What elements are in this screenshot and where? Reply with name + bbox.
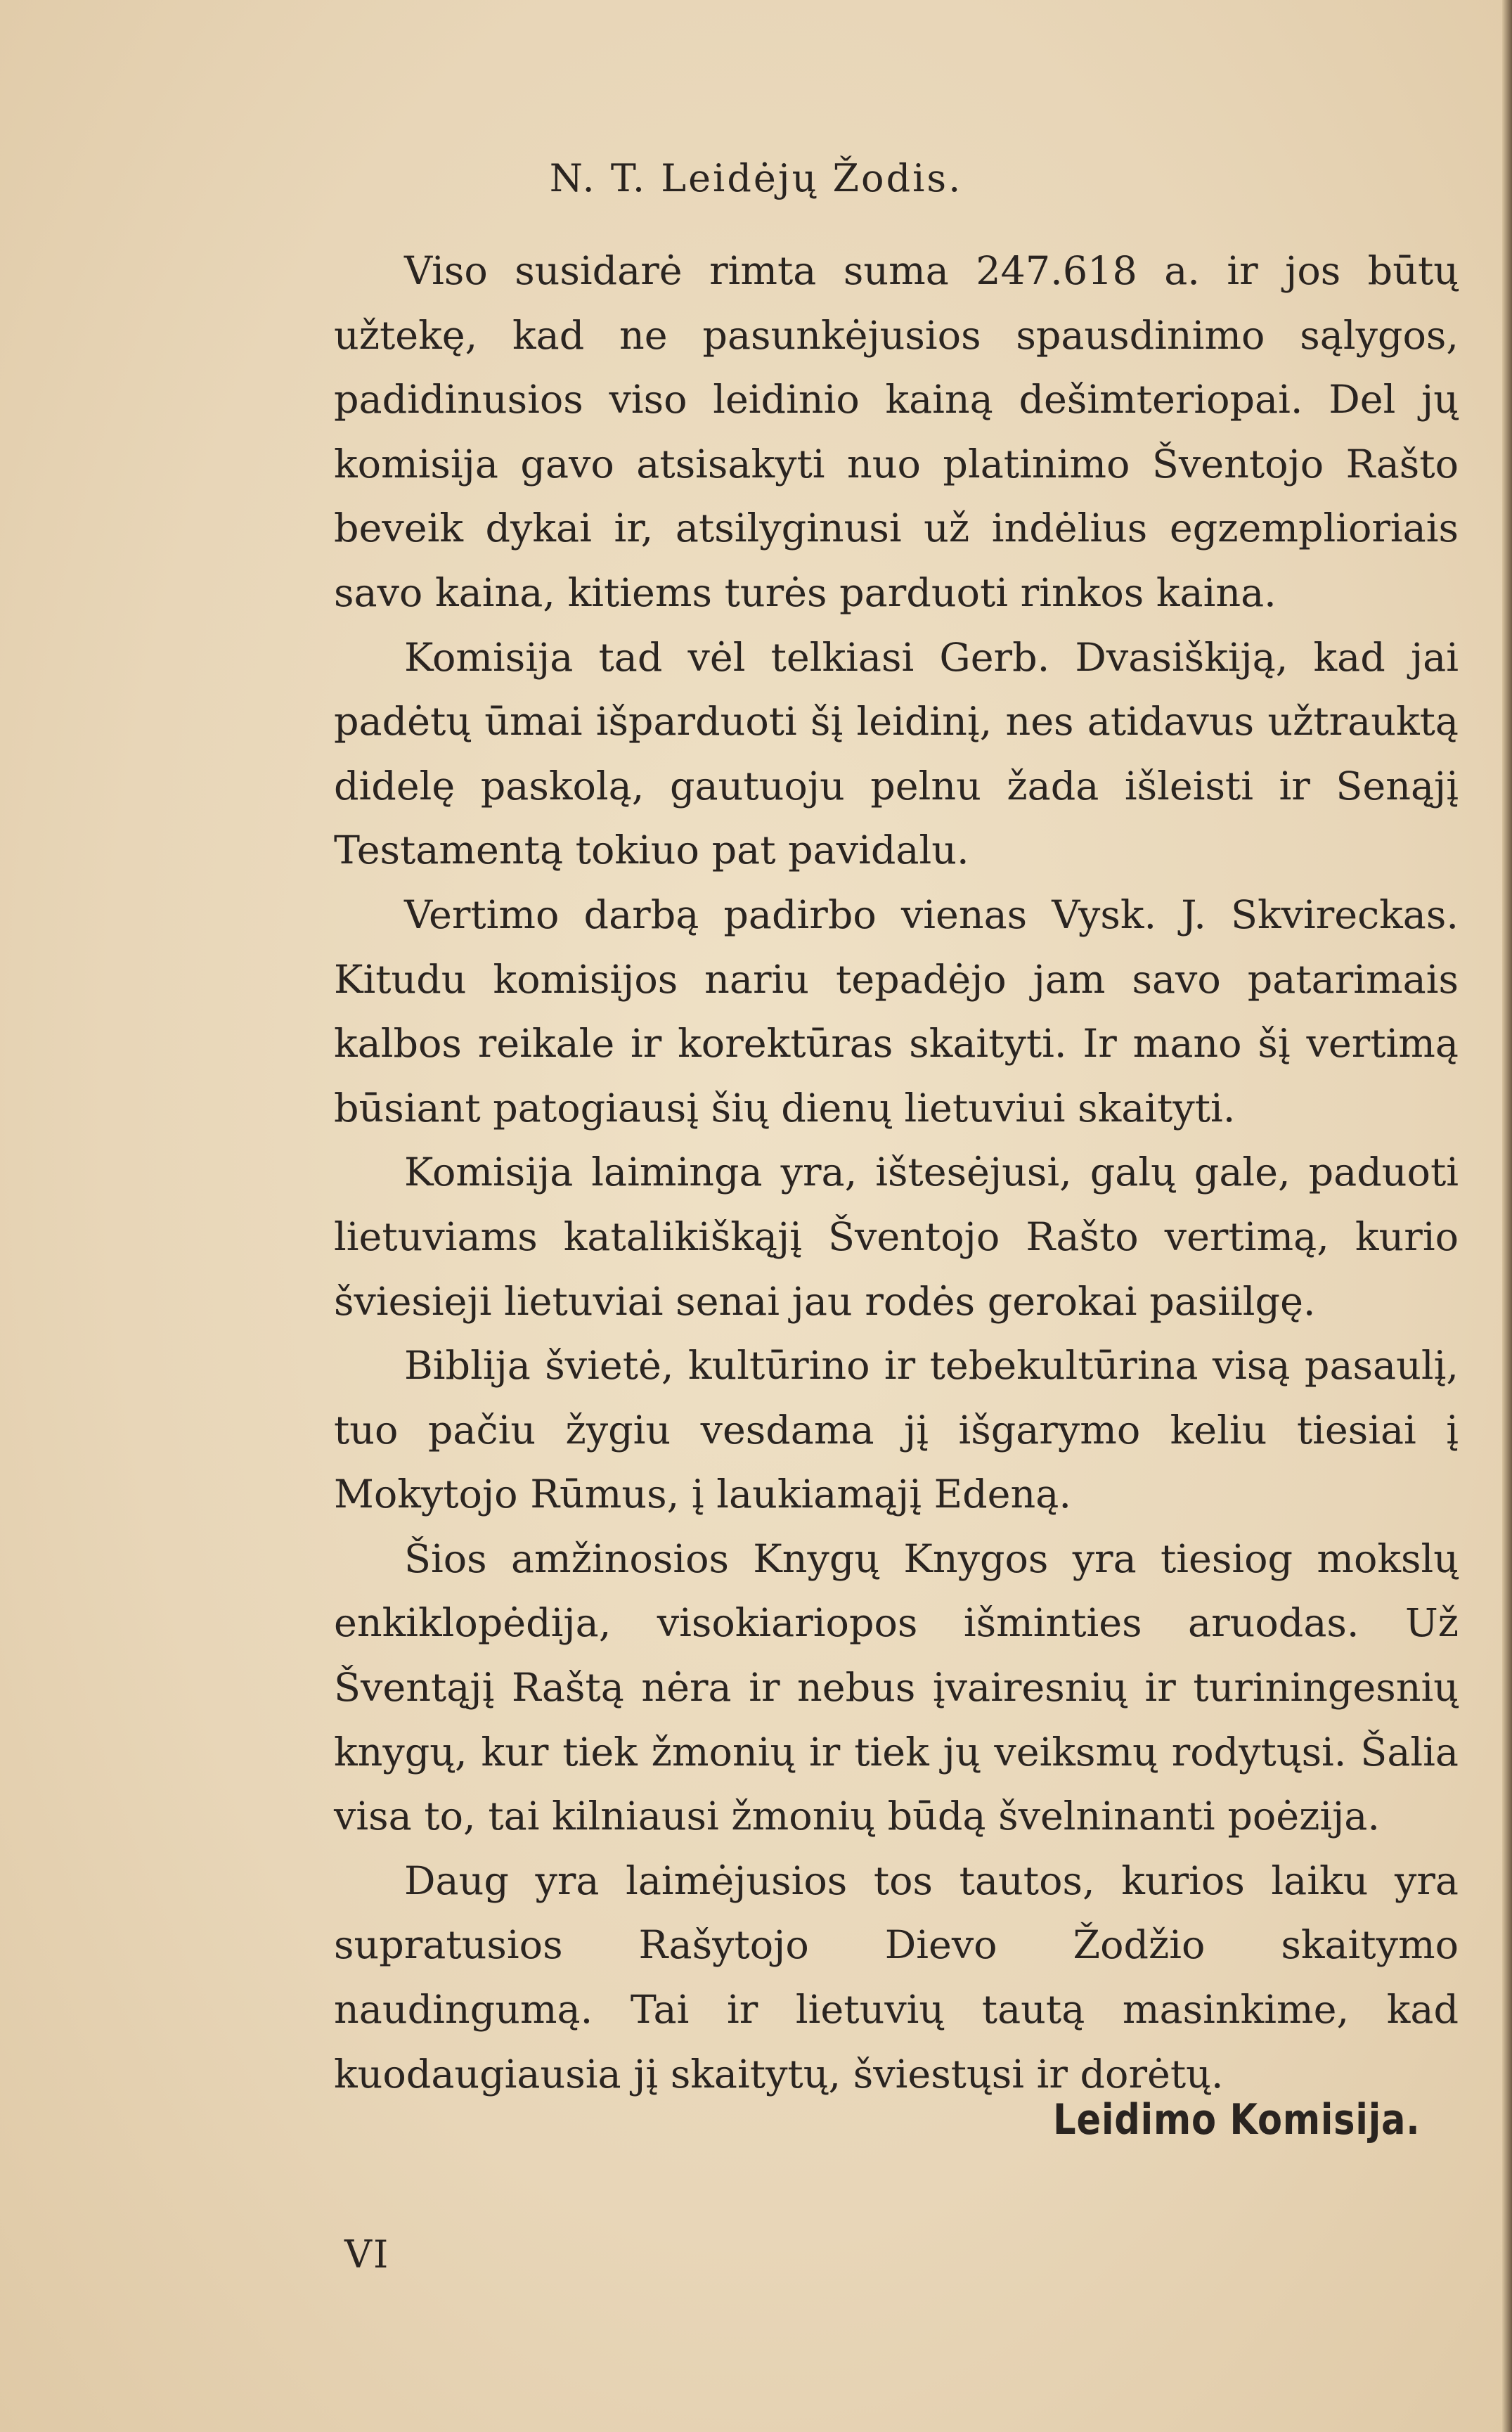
paragraph-7: Daug yra laimėjusios tos tautos, kurios laiku yra supratusios Rašytojo Dievo Žodžio skaitymo naudingumą. Tai ir lietuvių tautą masinkime, kad kuodaugiausia jį skaitytų, šviestųsi ir dorėtų. <box>334 1858 1459 2097</box>
paragraph-2: Komisija tad vėl telkiasi Gerb. Dvasiškiją, kad jai padėtų ūmai išparduoti šį leidinį, nes atidavus užtrauktą didelę paskolą, gautuoju pelnu žada išleisti ir Senąjį Testamentą tokiuo pat pavidalu. <box>334 634 1459 874</box>
page-number: VI <box>344 2232 390 2277</box>
page-heading: N. T. Leidėjų Žodis. <box>549 156 963 200</box>
paragraph-5: Biblija švietė, kultūrino ir tebekultūrina visą pasaulį, tuo pačiu žygiu vesdama jį išgarymo keliu tiesiai į Mokytojo Rūmus, į laukiamąjį Edeną. <box>334 1343 1459 1518</box>
page-edge-shadow <box>1502 0 1512 2432</box>
body-text <box>334 239 1459 2106</box>
paragraph-3: Vertimo darbą padirbo vienas Vysk. J. Skvireckas. Kitudu komisijos nariu tepadėjo jam savo patarimais kalbos reikale ir korektūras skaityti. Ir mano šį vertimą būsiant patogiausį šių dienų lietuviui skaityti. <box>334 892 1459 1131</box>
signature: Leidimo Komisija. <box>1053 2095 1421 2144</box>
paragraph-6: Šios amžinosios Knygų Knygos yra tiesiog mokslų enkiklopėdija, visokiariopos išminties aruodas. Už Šventąjį Raštą nėra ir nebus įvairesnių ir turiningesnių knygų, kur tiek žmonių ir tiek jų veiksmų rodytųsi. Šalia visa to, tai kilniausi žmonių būdą švelninanti poėzija. <box>334 1536 1459 1840</box>
paragraph-4: Komisija laiminga yra, ištesėjusi, galų gale, paduoti lietuviams katalikiškąjį Šventojo Rašto vertimą, kurio šviesieji lietuviai senai jau rodės gerokai pasiilgę. <box>334 1150 1459 1325</box>
paragraph-1: Viso susidarė rimta suma 247.618 a. ir jos būtų užtekę, kad ne pasunkėjusios spausdinimo sąlygos, padidinusios viso leidinio kainą dešimteriopai. Del jų komisija gavo atsisakyti nuo platinimo Šventojo Rašto beveik dykai ir, atsilyginusi už indėlius egzemplioriais savo kaina, kitiems turės parduoti rinkos kaina. <box>334 248 1459 616</box>
